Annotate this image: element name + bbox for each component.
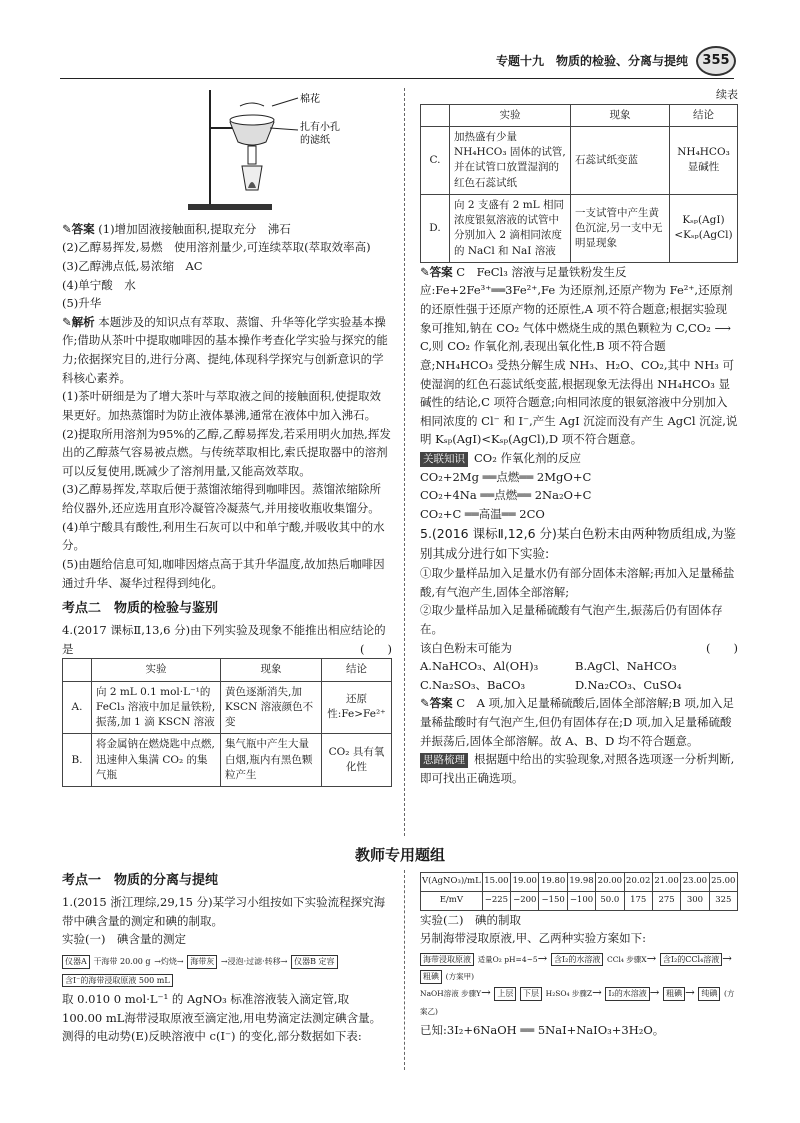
answer-line: (1)增加固液接触面积,提取充分 沸石 xyxy=(98,221,291,236)
equation: CO₂+4Na ══点燃══ 2Na₂O+C xyxy=(420,488,592,503)
bottom-right-column xyxy=(420,872,738,1039)
table-row: D. 向 2 支盛有 2 mL 相同浓度银氨溶液的试管中分别加入 2 滴相同浓度的 NaCl 和 NaI 溶液 一支试管中产生黄色沉淀,另一支中无明显现象 Kₛₚ(AgI)<Kₛₚ(AgCl) xyxy=(421,194,738,262)
q4-table xyxy=(62,658,392,787)
left-column xyxy=(62,86,392,787)
q5-ask: 该白色粉末可能为 xyxy=(420,640,512,655)
fig-label-filter: 扎有小孔 xyxy=(300,122,340,133)
answer-line: (2)乙醇易挥发,易燃 使用溶剂量少,可连续萃取(萃取效率高) xyxy=(62,240,371,255)
page-number: 355 xyxy=(696,46,736,76)
fig-label-cotton: 棉花 xyxy=(300,94,320,105)
right-column xyxy=(420,86,738,788)
table-row: V(AgNO₃)/mL 15.00 19.00 19.80 19.98 20.00 20.02 21.00 23.00 25.00 xyxy=(421,873,738,892)
q5-option: C.Na₂SO₃、BaCO₃ xyxy=(420,677,526,692)
related-knowledge-text: CO₂ 作氧化剂的反应 xyxy=(474,451,581,466)
table-continued: 续表 xyxy=(716,88,738,101)
header-rule xyxy=(60,78,734,79)
analysis-para: (4)单宁酸具有酸性,利用生石灰可以中和单宁酸,并吸收其中的水分。 xyxy=(62,519,385,553)
section-heading: 考点一 物质的分离与提纯 xyxy=(62,873,219,888)
answer-text: C A 项,加入足量稀硫酸后,固体全部溶解;B 项,加入足量稀盐酸时有气泡产生,但仍有固体存在;D 项,加入足量稀硫酸并振荡后,固体全部溶解。故 A、B、D 均不符合题意。 xyxy=(420,696,735,748)
teacher-section-title: 教师专用题组 xyxy=(354,846,445,864)
analysis-para: (5)由题给信息可知,咖啡因熔点高于其升华温度,故加热后咖啡因通过升华、凝华过程得到纯化。 xyxy=(62,556,385,590)
bottom-left-column xyxy=(62,870,392,1046)
table-row: C. 加热盛有少量 NH₄HCO₃ 固体的试管,并在试管口放置湿润的红色石蕊试纸 石蕊试纸变蓝 NH₄HCO₃ 显碱性 xyxy=(421,127,738,195)
question-4: 4.(2017 课标Ⅱ,13,6 分)由下列实验及现象不能推出相应结论的是 xyxy=(62,623,386,656)
answer-paren: ( ) xyxy=(360,641,392,656)
analysis-para: (2)提取所用溶剂为95%的乙醇,乙醇易挥发,若采用明火加热,挥发出的乙醇蒸气容易被点燃。与传统萃取相比,索氏提取器中的溶剂可以反复使用,既减少了溶剂用量,又能高效萃取。 xyxy=(62,426,391,478)
known-equation: 已知:3I₂+6NaOH ══ 5NaI+NaIO₃+3H₂O。 xyxy=(420,1022,665,1037)
column-divider xyxy=(404,870,405,1070)
analysis-para: (1)茶叶研细是为了增大茶叶与萃取液之间的接触面积,使提取效果更好。加热蒸馏时为防止液体暴沸,通常在液体中加入沸石。 xyxy=(62,389,381,422)
related-knowledge-tag: 关联知识 xyxy=(420,452,468,467)
answer-text: C FeCl₃ 溶液与足量铁粉发生反应:Fe+2Fe³⁺══3Fe²⁺,Fe 为还原剂,还原产物为 Fe²⁺,还原剂的还原性强于还原产物的还原性,A 项不符合题意;根据实验现象可推知,钠在 CO₂ 气体中燃烧生成的黑色颗粒为 C,CO₂ ⟶ C,则 CO₂ 作氧化剂,表现出氧化性,B 项不符合题意;NH₄HCO₃ 受热分解生成 NH₃、H₂O、CO₂,其中 NH₃ 可使湿润的红色石蕊试纸变蓝,根据现象无法得出 NH₄HCO₃ 显碱性的结论,C 项符合题意;向相同浓度的银氨溶液中分别加入相同浓度的 Cl⁻ 和 I⁻,产生 AgI 沉淀而没有产生 AgCl 沉淀,说明 Kₛₚ(AgI)<Kₛₚ(AgCl),D 项不符合题意。 xyxy=(420,264,738,447)
answer-paren: ( ) xyxy=(706,640,738,655)
experiment-1-title: 实验(一) 碘含量的测定 xyxy=(62,932,186,947)
analysis-para: (3)乙醇易挥发,萃取后便于蒸馏浓缩得到咖啡因。蒸馏浓缩除所给仪器外,还应选用直形冷凝管冷凝蒸气,并用接收瓶收集馏分。 xyxy=(62,482,381,515)
table-row: E/mV −225 −200 −150 −100 50.0 175 275 300 325 xyxy=(421,891,738,910)
table-header: 结论 xyxy=(322,659,392,681)
analysis-label: ✎解析 xyxy=(62,314,95,329)
table-header: 结论 xyxy=(670,104,738,126)
answer-line: (5)升华 xyxy=(62,296,102,311)
q5-step: ①取少量样品加入足量水仍有部分固体未溶解;再加入足量稀盐酸,有气泡产生,固体全部溶解; xyxy=(420,566,735,599)
table-header: 现象 xyxy=(571,104,670,126)
question-1: 1.(2015 浙江理综,29,15 分)某学习小组按如下实验流程探究海带中碘含量的测定和碘的制取。 xyxy=(62,895,386,928)
column-divider xyxy=(404,88,405,836)
answer-line: (3)乙醇沸点低,易浓缩 AC xyxy=(62,258,203,273)
experiment-2-text: 另制海带浸取原液,甲、乙两种实验方案如下: xyxy=(420,931,647,946)
q5-step: ②取少量样品加入足量稀硫酸有气泡产生,振荡后仍有固体存在。 xyxy=(420,603,723,636)
answer-label: ✎答案 xyxy=(420,696,453,711)
table-row: A. 向 2 mL 0.1 mol·L⁻¹的 FeCl₃ 溶液中加足量铁粉,振荡,加 1 滴 KSCN 溶液 黄色逐渐消失,加 KSCN 溶液颜色不变 还原性:Fe>Fe²⁺ xyxy=(63,681,392,734)
q5-option: B.AgCl、NaHCO₃ xyxy=(575,659,677,674)
soxhlet-apparatus-figure xyxy=(62,86,392,214)
titration-table xyxy=(420,872,738,911)
flowchart-2: 海带浸取原液 适量O₂ pH=4~5→ 含I₂的水溶液 CCl₄ 步骤X→ 含I₂的CCl₄溶液 → 粗碘 (方案甲) NaOH溶液 步骤Y→ 上层 下层 H₂SO₄ 步骤Z→ I₂的水溶液 → 粗碘 → 纯碘 (方案乙) xyxy=(420,950,735,1016)
table-header: 实验 xyxy=(92,659,221,681)
equation: CO₂+C ══高温══ 2CO xyxy=(420,506,545,521)
answer-label: ✎答案 xyxy=(420,264,453,279)
table-header: 实验 xyxy=(450,104,571,126)
header-topic: 专题十九 物质的检验、分离与提纯 xyxy=(495,54,688,68)
experiment-1-text: 取 0.010 0 mol·L⁻¹ 的 AgNO₃ 标准溶液装入滴定管,取 100.00 mL海带浸取原液至滴定池,用电势滴定法测定碘含量。测得的电动势(E)反映溶液中 c(I⁻) 的变化,部分数据如下表: xyxy=(62,992,382,1044)
flowchart-1: 仪器A 干海带 20.00 g →灼烧→ 海带灰 →浸泡·过滤·转移→ 仪器B 定容 含I⁻的海带浸取原液 500 mL xyxy=(62,951,392,988)
thinking-text: 根据题中给出的实验现象,对照各选项逐一分析判断,即可找出正确选项。 xyxy=(420,752,735,785)
experiment-2-title: 实验(二) 碘的制取 xyxy=(420,912,521,927)
equation: CO₂+2Mg ══点燃══ 2MgO+C xyxy=(420,469,592,484)
q5-option: A.NaHCO₃、Al(OH)₃ xyxy=(420,659,539,674)
table-header: 现象 xyxy=(221,659,322,681)
answer-line: (4)单宁酸 水 xyxy=(62,277,136,292)
answer-label: ✎答案 xyxy=(62,221,95,236)
analysis-intro: 本题涉及的知识点有萃取、蒸馏、升华等化学实验基本操作;借助从茶叶中提取咖啡因的基本操作考查化学实验与探究的能力;依据探究目的,进行分离、提纯,体现科学探究与创新意识的学科核心素养。 xyxy=(62,314,388,385)
question-5: 5.(2016 课标Ⅱ,12,6 分)某白色粉末由两种物质组成,为鉴别其成分进行如下实验: xyxy=(420,525,736,561)
page-header xyxy=(0,0,800,82)
q4-table-continued xyxy=(420,104,738,263)
thinking-tag: 思路梳理 xyxy=(420,753,468,768)
fig-label-filter2: 的滤纸 xyxy=(300,135,330,146)
section-heading: 考点二 物质的检验与鉴别 xyxy=(62,601,219,617)
q5-option: D.Na₂CO₃、CuSO₄ xyxy=(575,677,682,692)
table-row: B. 将金属钠在燃烧匙中点燃,迅速伸入集满 CO₂ 的集气瓶 集气瓶中产生大量白烟,瓶内有黑色颗粒产生 CO₂ 具有氧化性 xyxy=(63,734,392,787)
